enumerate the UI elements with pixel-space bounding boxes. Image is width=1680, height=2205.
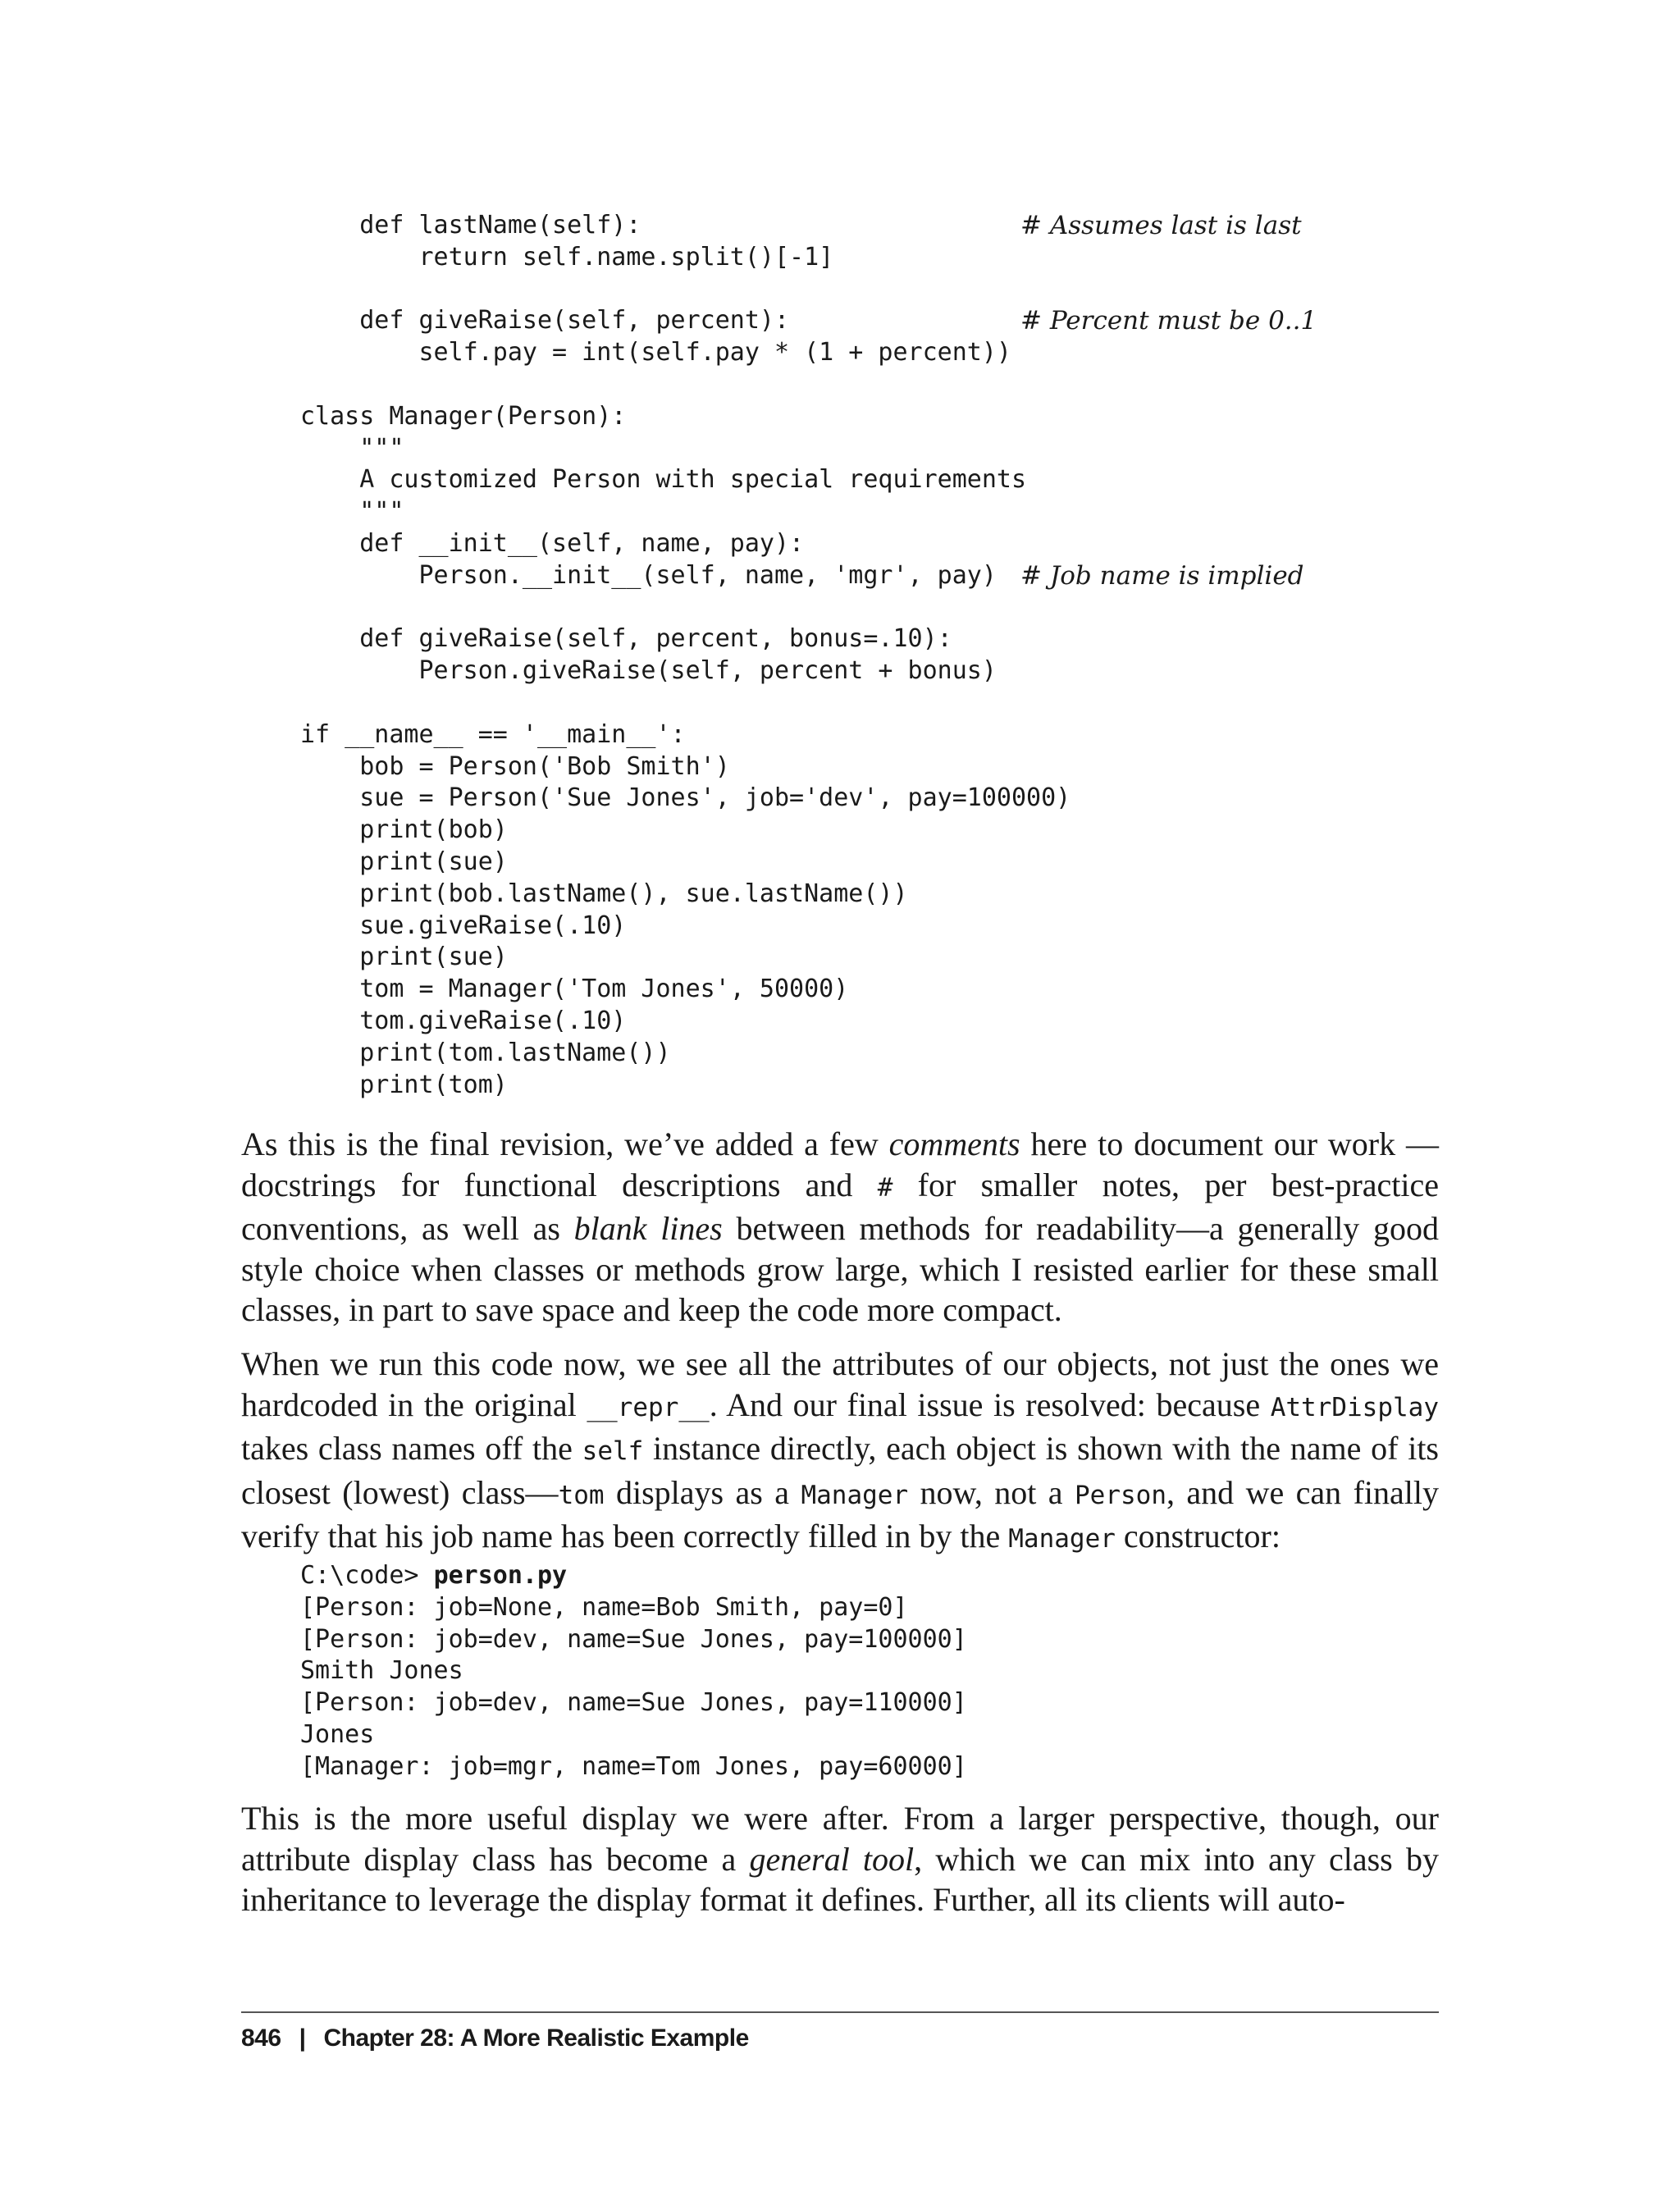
inline-code: tom [558, 1480, 605, 1510]
text: here to document our work —docstrings for functional descriptions and [241, 1125, 1440, 1203]
paragraph-comments [241, 1124, 1439, 1331]
console-prompt: C:\code> [300, 1561, 434, 1590]
code-line [300, 879, 1071, 911]
code-text: Person.giveRaise(self, percent + bonus) [300, 656, 997, 686]
code-line [300, 560, 1304, 592]
code-text: print(bob) [300, 815, 508, 845]
text: instance directly, each object is shown with the name of its closest (lowest) class— [241, 1430, 1439, 1511]
console-command-line [300, 1560, 967, 1592]
emphasis: comments [888, 1125, 1020, 1162]
text: now, not a [908, 1473, 1075, 1511]
code-text: print(tom) [300, 1070, 508, 1099]
code-line [300, 1006, 1071, 1038]
code-text: print(sue) [300, 943, 508, 972]
inline-code: self [582, 1436, 644, 1466]
code-text: sue.giveRaise(.10) [300, 911, 627, 940]
paragraph-general-tool [241, 1798, 1439, 1920]
code-text: print(tom.lastName()) [300, 1038, 671, 1067]
code-text: tom = Manager('Tom Jones', 50000) [300, 975, 849, 1004]
text: , which we can mix into any class by inheritance to leverage the display format it defines. Further, all its clients will auto- [241, 1840, 1439, 1918]
code-text: def __init__(self, name, pay): [300, 528, 805, 558]
code-line [300, 623, 1071, 655]
code-line [300, 1070, 1071, 1102]
code-text: class Manager(Person): [300, 401, 627, 431]
code-text: def giveRaise(self, percent, bonus=.10): [300, 624, 952, 654]
code-line [300, 210, 1302, 242]
code-line [300, 847, 1071, 879]
page-number: 846 [241, 2025, 281, 2052]
code-comment: # Job name is implied [1020, 560, 1304, 591]
code-line [300, 401, 1071, 433]
code-line [300, 242, 1071, 274]
code-line [300, 369, 1071, 401]
code-line [300, 496, 1071, 528]
code-line [300, 974, 1071, 1006]
code-text: return self.name.split()[-1] [300, 242, 834, 272]
inline-code: __repr__ [587, 1392, 710, 1422]
inline-code: Manager [801, 1480, 909, 1510]
emphasis: general tool [749, 1840, 915, 1878]
console-output-line: [Person: job=None, name=Bob Smith, pay=0] [300, 1592, 908, 1622]
text: takes class names off the [241, 1430, 582, 1467]
text: When we run this code now, we see all the attributes of our objects, not just the ones we hardcoded in the original [241, 1345, 1439, 1423]
code-line [300, 751, 1071, 783]
code-text: sue = Person('Sue Jones', job='dev', pay=100000) [300, 783, 1071, 813]
code-line [300, 305, 1317, 337]
console-output-line: [Person: job=dev, name=Sue Jones, pay=110000] [300, 1688, 967, 1718]
inline-code: Person [1075, 1480, 1166, 1510]
code-text: Person.__init__(self, name, 'mgr', pay) [300, 560, 997, 590]
console-output-line: Smith Jones [300, 1656, 463, 1686]
console-output-line: [Person: job=dev, name=Sue Jones, pay=100000] [300, 1624, 967, 1654]
code-line [300, 464, 1071, 496]
code-listing [300, 210, 1317, 1101]
code-text: print(sue) [300, 847, 508, 876]
code-line [300, 911, 1071, 943]
code-line [300, 687, 1071, 719]
inline-code: AttrDisplay [1270, 1392, 1440, 1422]
page-footer [241, 2025, 749, 2052]
console-output-listing [300, 1560, 967, 1783]
code-text: A customized Person with special requirements [300, 465, 1027, 495]
text: . And our final issue is resolved: because [709, 1386, 1271, 1423]
console-output-line: [Manager: job=mgr, name=Tom Jones, pay=60000] [300, 1751, 967, 1781]
code-text: print(bob.lastName(), sue.lastName()) [300, 879, 908, 908]
paragraph-run-results [241, 1344, 1439, 1560]
code-line [300, 1038, 1071, 1070]
footer-separator: | [299, 2025, 306, 2052]
text: This is the more useful display we were after. From a larger perspective, though, our attribute display class has become a [241, 1800, 1439, 1878]
inline-code: Manager [1008, 1524, 1116, 1554]
code-line [300, 719, 1071, 751]
code-comment: # Assumes last is last [1020, 211, 1302, 240]
inline-code: # [877, 1172, 893, 1203]
code-line [300, 942, 1071, 974]
code-line [300, 815, 1071, 847]
code-text: if __name__ == '__main__': [300, 719, 686, 749]
code-line [300, 655, 1071, 687]
code-text: tom.giveRaise(.10) [300, 1006, 627, 1035]
code-text: """ [300, 497, 404, 527]
chapter-title: Chapter 28: A More Realistic Example [323, 2025, 749, 2052]
code-comment: # Percent must be 0..1 [1020, 306, 1317, 336]
code-text: self.pay = int(self.pay * (1 + percent)) [300, 338, 1011, 368]
text: constructor: [1115, 1518, 1281, 1554]
code-line [300, 337, 1071, 369]
code-line [300, 528, 1071, 560]
code-text: """ [300, 433, 404, 463]
emphasis: blank lines [573, 1210, 723, 1247]
text: , and we can finally verify that his job name has been correctly filled in by the [241, 1473, 1440, 1554]
code-line [300, 274, 1071, 306]
code-line [300, 592, 1071, 624]
text: displays as a [604, 1473, 801, 1511]
text: for smaller notes, per best-practice conventions, as well as [241, 1166, 1440, 1247]
footer-divider [241, 2011, 1439, 2013]
console-command: person.py [433, 1561, 568, 1590]
code-text: def giveRaise(self, percent): [300, 306, 790, 336]
console-output-line: Jones [300, 1719, 375, 1749]
text: between methods for readability—a generally good style choice when classes or methods grow large, which I resisted earlier for these small classes, in part to save space and keep the code more compact. [241, 1210, 1440, 1328]
code-line [300, 433, 1071, 465]
code-line [300, 783, 1071, 815]
text: As this is the final revision, we’ve added a few [241, 1125, 889, 1162]
code-text: def lastName(self): [300, 211, 641, 240]
code-text: bob = Person('Bob Smith') [300, 751, 730, 781]
